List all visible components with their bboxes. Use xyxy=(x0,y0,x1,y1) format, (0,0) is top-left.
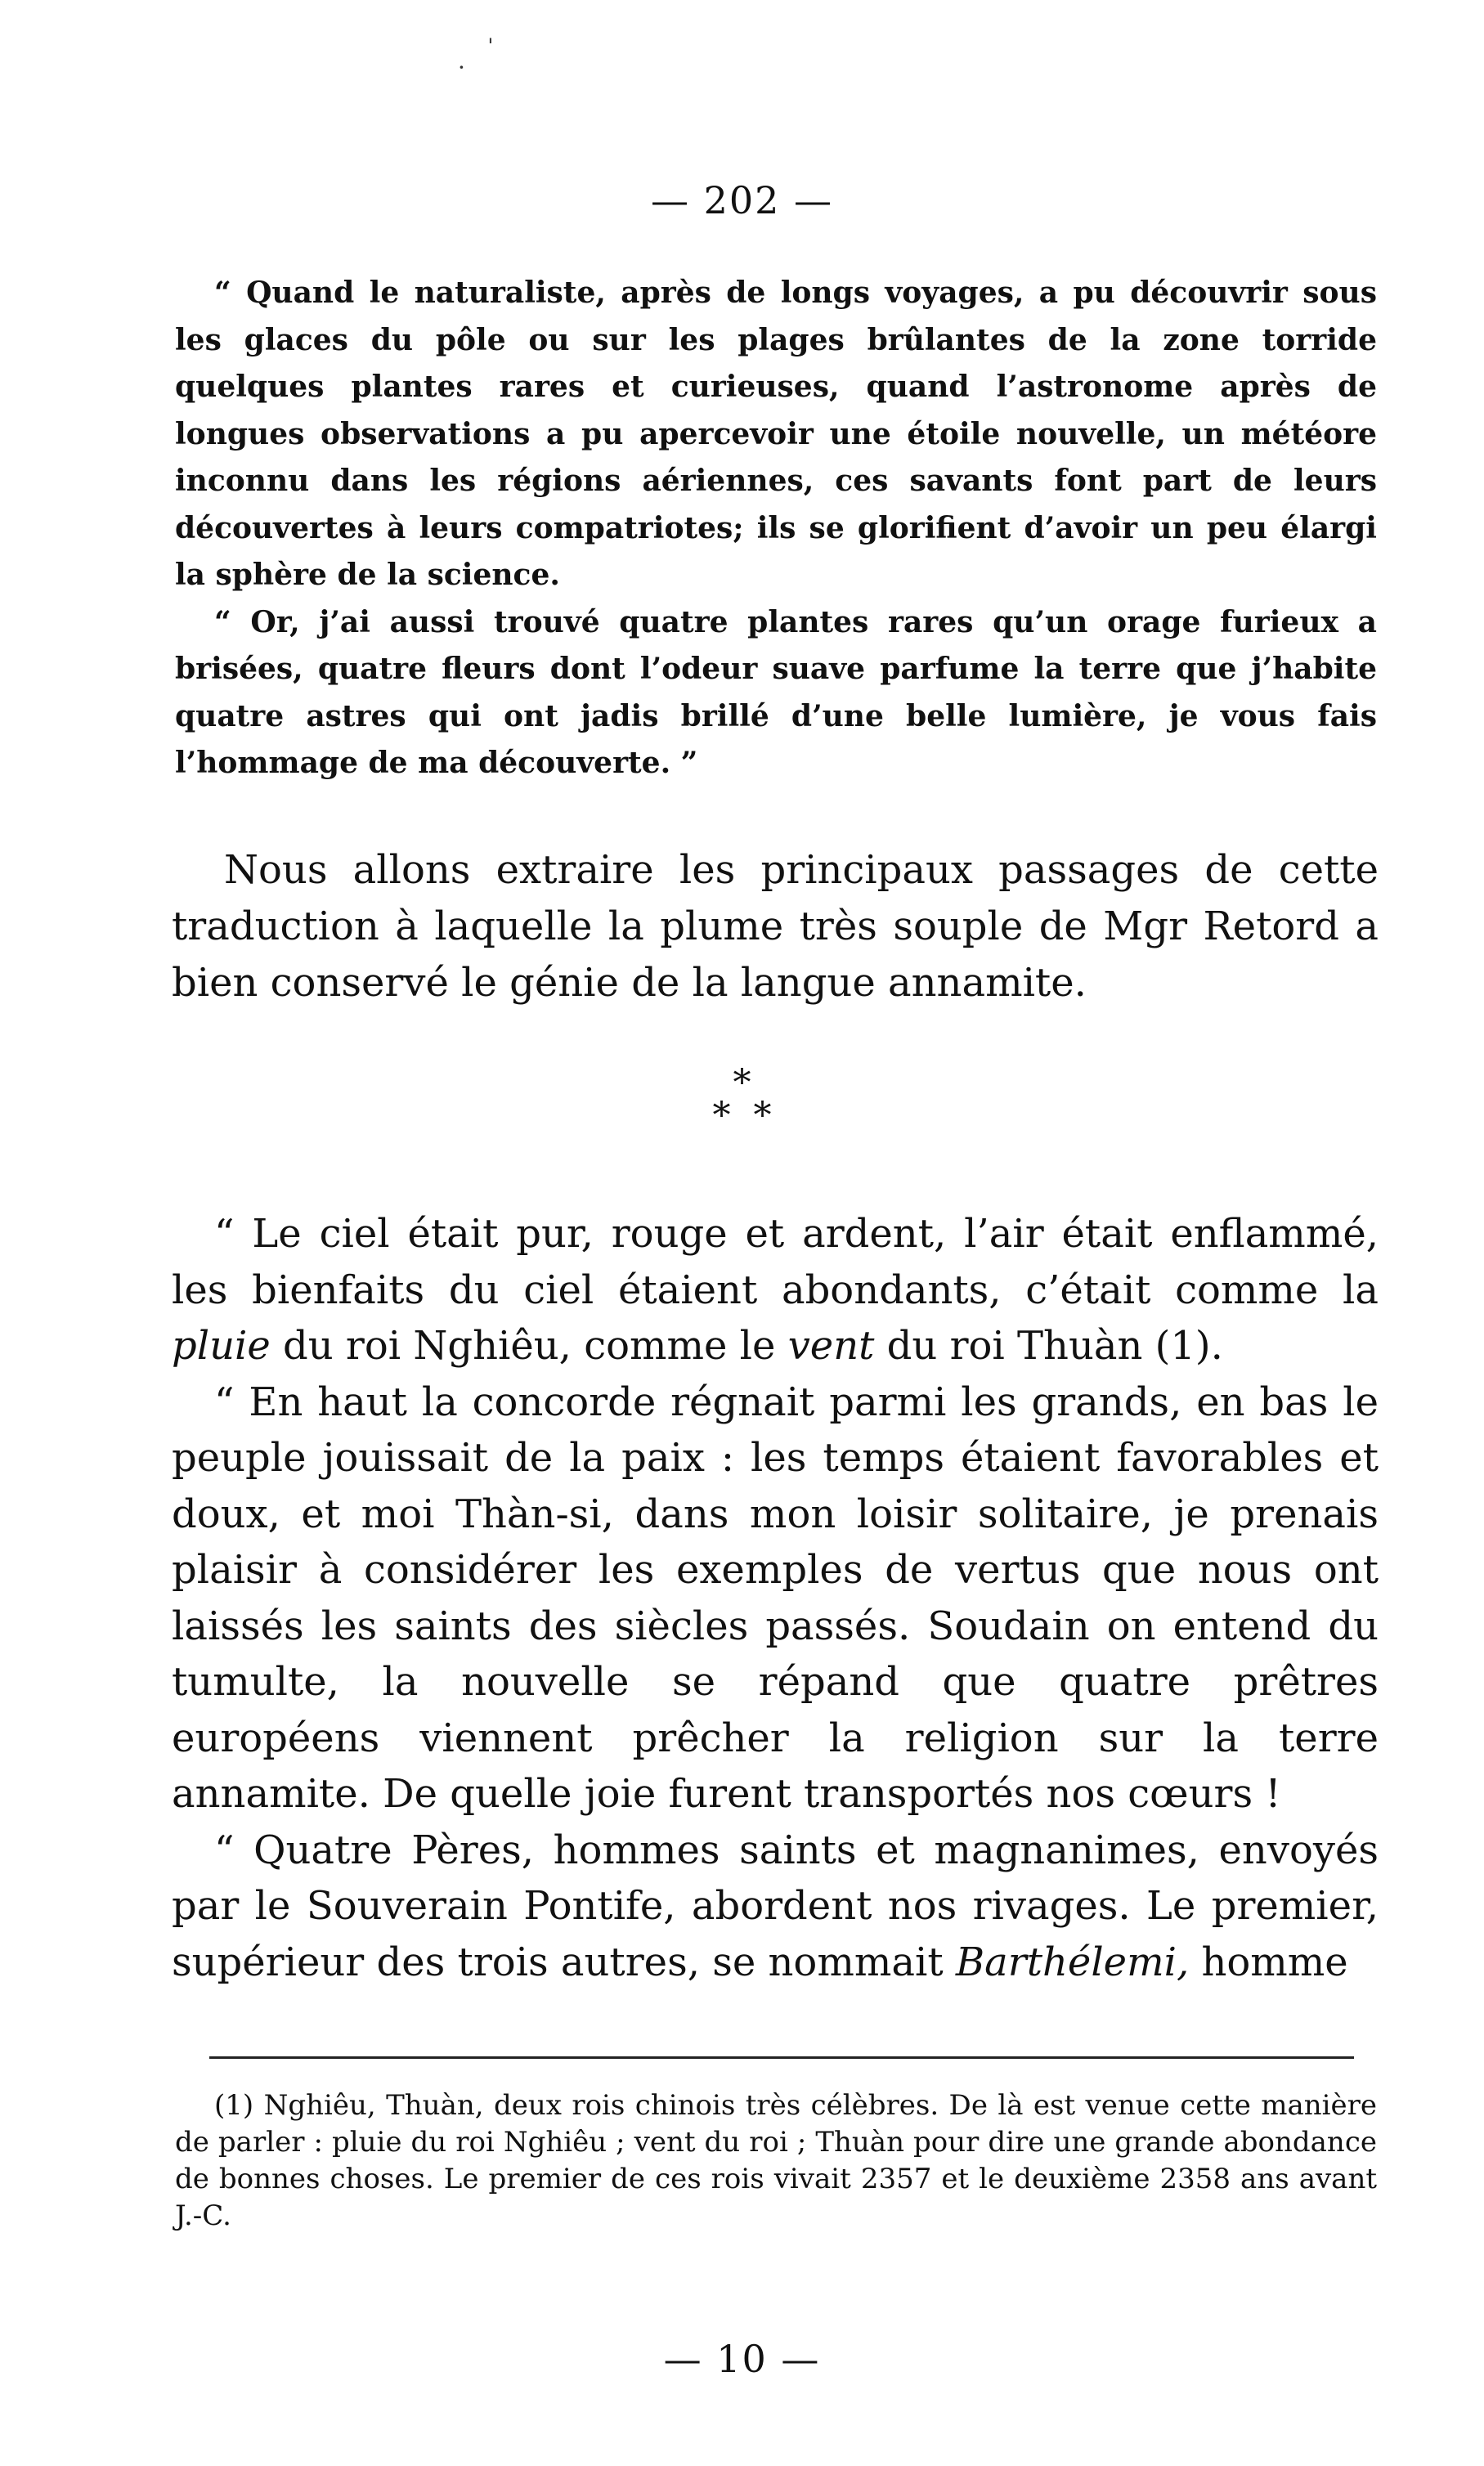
translation-text xyxy=(172,1206,1379,1990)
translation-paragraph-2: “ En haut la concorde régnait parmi les grands, en bas le peuple jouissait de la paix : les temps étaient favorables et doux, et moi Thàn-si, dans mon loisir solitaire, je prenais plaisir à considérer les exemples de vertus que nous ont laissés les saints des siècles passés. Soudain on entend du tumulte, la nouvelle se répand que quatre prêtres européens viennent prêcher la religion sur la terre annamite. De quelle joie furent transportés nos cœurs ! xyxy=(172,1379,1379,1817)
italic-name-barthelemi: Barthélemi, xyxy=(955,1939,1190,1985)
text-run: “ Quatre Pères, hommes saints et magnanimes, envoyés par le Souverain Pontife, abordent nos rivages. Le premier, supérieur des trois autres, se nommait xyxy=(172,1827,1379,1985)
opening-quote xyxy=(175,270,1377,787)
text-run: homme xyxy=(1189,1939,1348,1985)
quote-paragraph-1: “ Quand le naturaliste, après de longs voyages, a pu découvrir sous les glaces du pôle ou sur les plages brûlantes de la zone torride quelques plantes rares et curieuses, quand l’astronome après de longues observations a pu apercevoir une étoile nouvelle, un météore inconnu dans les régions aériennes, ces savants font part de leurs découvertes à leurs compatriotes; ils se glorifient d’avoir un peu élargi la sphère de la science. xyxy=(175,276,1377,592)
stray-ink-mark: ˈ xyxy=(487,34,494,61)
italic-word-pluie: pluie xyxy=(172,1323,271,1369)
quote-paragraph-2: “ Or, j’ai aussi trouvé quatre plantes rares qu’un orage furieux a brisées, quatre fleurs dont l’odeur suave parfume la terre que j’habite quatre astres qui ont jadis brillé d’une belle lumière, je vous fais l’hommage de ma découverte. ” xyxy=(175,604,1377,780)
translation-paragraph-1 xyxy=(172,1206,1379,1374)
text-run: du roi Thuàn (1). xyxy=(874,1323,1223,1369)
asterism-top: * xyxy=(733,1062,751,1104)
footnote-divider xyxy=(209,2056,1354,2059)
page-number-header: — 202 — xyxy=(650,178,834,222)
translation-paragraph-3 xyxy=(172,1823,1379,1991)
italic-word-vent: vent xyxy=(787,1323,875,1369)
text-run: du roi Nghiêu, comme le xyxy=(270,1323,788,1369)
asterism-divider xyxy=(0,1062,1484,1137)
asterism-bottom: ** xyxy=(712,1095,795,1137)
text-run: “ Le ciel était pur, rouge et ardent, l’air était enflammé, les bienfaits du ciel étaient abondants, c’était comme la xyxy=(172,1211,1379,1313)
page-number-footer: — 10 — xyxy=(663,2337,821,2381)
stray-ink-dot: · xyxy=(458,54,465,81)
footnote: (1) Nghiêu, Thuàn, deux rois chinois très célèbres. De là est venue cette manière de parler : pluie du roi Nghiêu ; vent du roi ; Thuàn pour dire une grande abondance de bonnes choses. Le premier de ces rois vivait 2357 et le deuxième 2358 ans avant J.-C. xyxy=(175,2089,1377,2232)
intro-paragraph: Nous allons extraire les principaux passages de cette traduction à laquelle la plume très souple de Mgr Retord a bien conservé le génie de la langue annamite. xyxy=(172,847,1379,1006)
